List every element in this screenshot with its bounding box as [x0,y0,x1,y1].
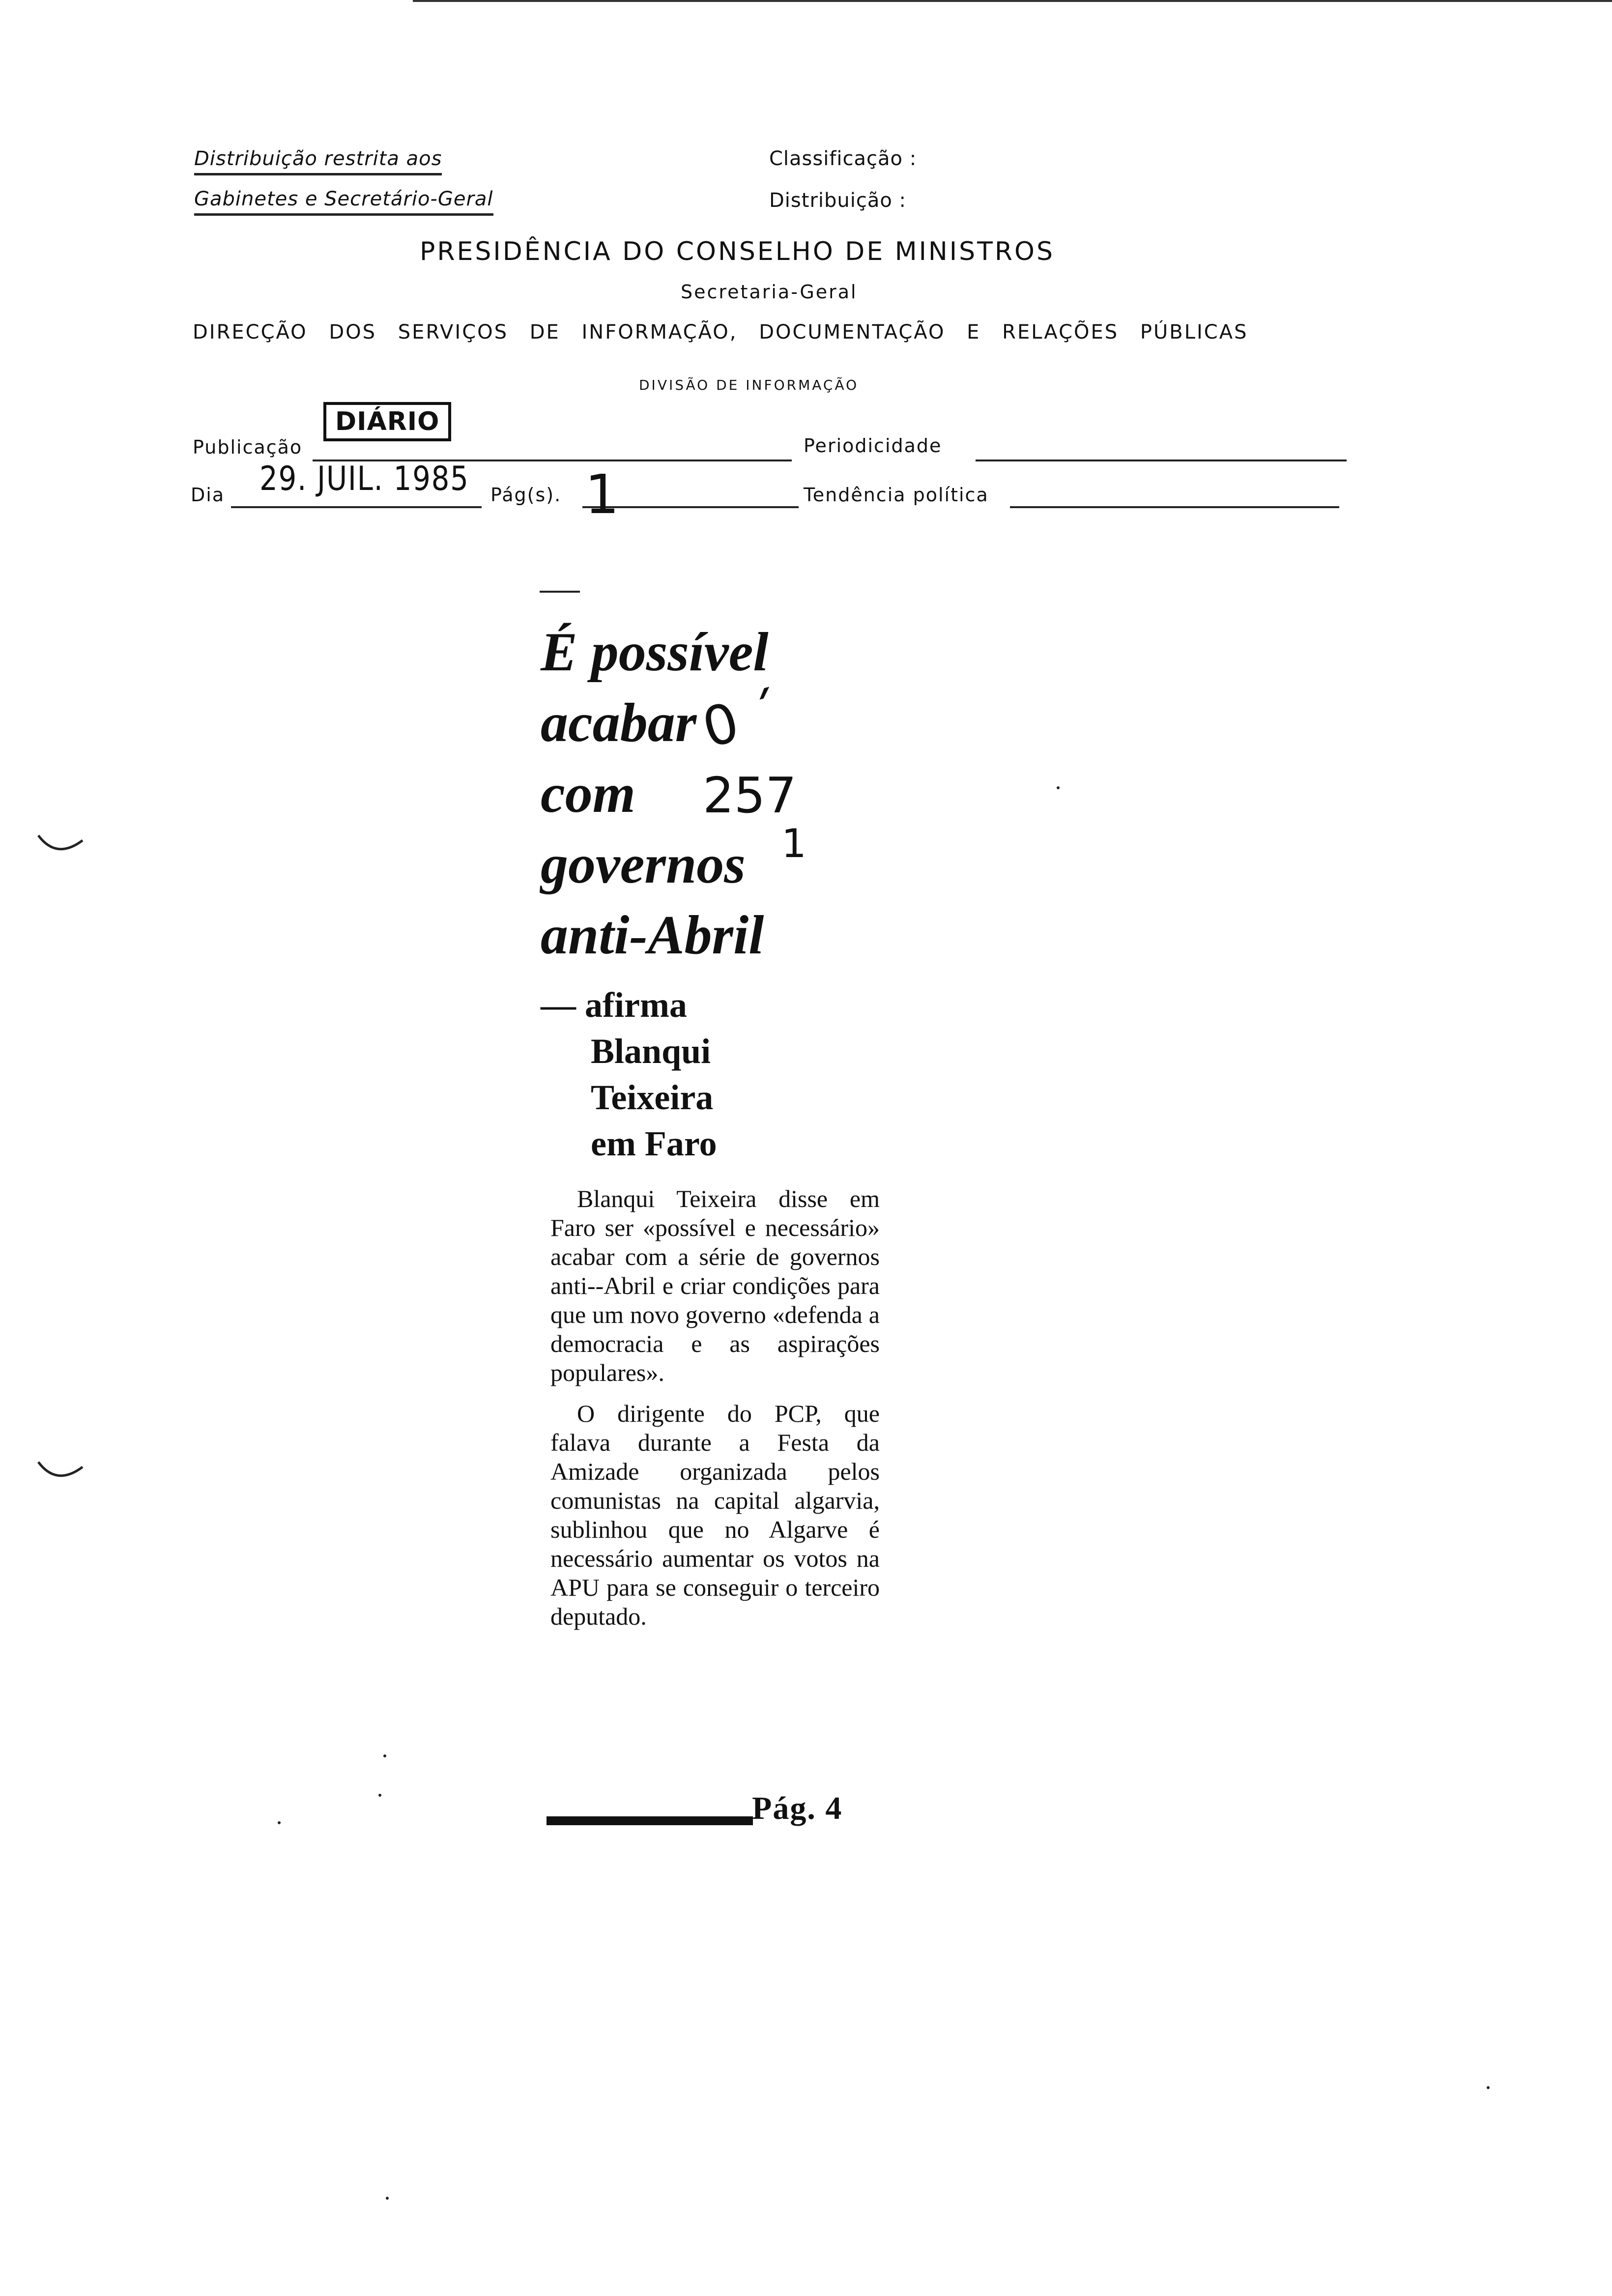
page-reference: Pág. 4 [752,1790,843,1826]
margin-mark-2 [34,1457,88,1492]
scan-speck [1487,2086,1490,2089]
top-border-line [413,0,1612,2]
tendency-line [1010,506,1339,508]
headline-line-5: anti-Abril [541,905,764,966]
headline-line-2: acabar [541,692,697,753]
scan-speck [278,1821,281,1824]
org-title: PRESIDÊNCIA DO CONSELHO DE MINISTROS [420,237,1055,266]
article-subhead [541,982,885,1167]
page-ref-bar [547,1816,753,1825]
subhead-line-3: Teixeira [591,1078,714,1117]
distribution-note-line2: Gabinetes e Secretário-Geral [194,188,493,216]
article-paragraph-2: O dirigente do PCP, que falava durante a Festa da Amizade organizada pelos comunistas na capital algarvia, sublinhou que no Algarve é necessário aumentar os votos na APU para se conseguir o terceiro deputado. [550,1400,880,1630]
distribution-note-line1: Distribuição restrita aos [194,147,442,175]
org-direction: DIRECÇÃO DOS SERVIÇOS DE INFORMAÇÃO, DOCUMENTAÇÃO E RELAÇÕES PÚBLICAS [193,321,1248,344]
periodicity-label: Periodicidade [804,435,942,457]
handwritten-mark-2: 257 [703,767,797,824]
tendency-label: Tendência política [804,484,989,506]
classification-label: Classificação : [769,147,917,170]
publication-stamp: DIÁRIO [323,402,451,441]
pages-label: Pág(s). [490,484,562,506]
scan-speck [1057,786,1060,789]
org-division: DIVISÃO DE INFORMAÇÃO [639,377,859,393]
headline-line-3: com [541,763,635,824]
headline-line-1: É possível [541,622,769,683]
headline-line-4: governos [541,834,746,895]
handwritten-mark-3: 1 [781,821,806,866]
margin-mark-1 [34,831,88,865]
day-line [231,506,482,508]
org-subtitle: Secretaria-Geral [681,281,858,303]
article-paragraph-1: Blanqui Teixeira disse em Faro ser «possível e necessário» acabar com a série de governos anti--Abril e criar condições para que um novo governo «defenda a democracia e as aspirações populares». [550,1185,880,1386]
subhead-line-2: Blanqui [591,1032,711,1071]
scan-speck [378,1794,381,1797]
article-top-dash [540,591,580,593]
periodicity-line [976,459,1347,461]
publication-label: Publicação [193,436,303,458]
article-body [550,1184,880,1643]
subhead-line-4: em Faro [591,1124,717,1163]
subhead-line-1: — afirma [541,985,687,1025]
pages-handwritten: 1 [585,463,619,526]
distribution-label: Distribuição : [769,189,907,212]
scan-speck [386,2197,389,2200]
day-label: Dia [191,484,225,506]
scan-speck [383,1754,386,1757]
date-stamp: 29. JUIL. 1985 [259,459,469,498]
handwritten-mark-1: 0 ´ [696,679,788,760]
